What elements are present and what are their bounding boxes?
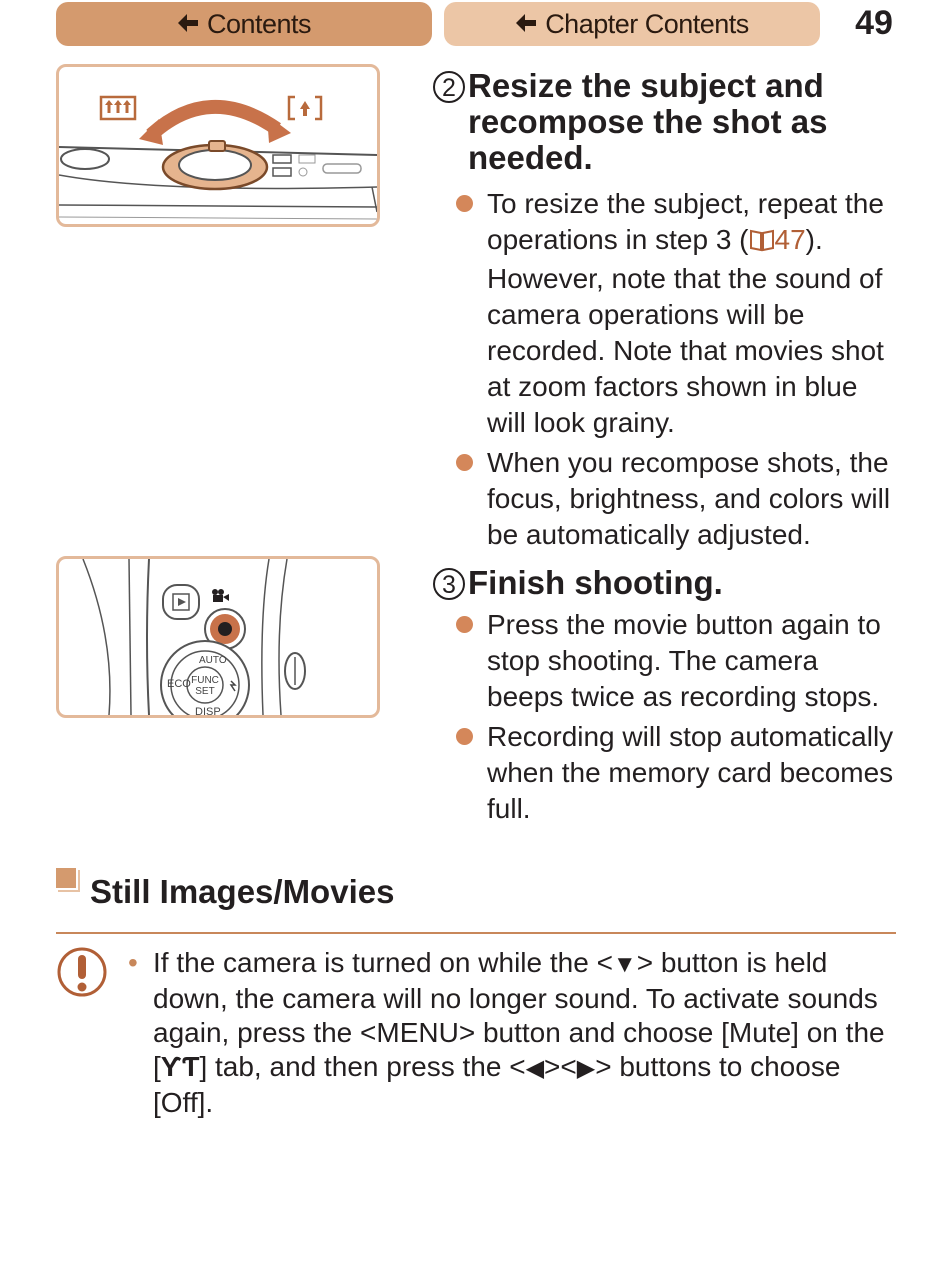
contents-label: Contents	[206, 8, 312, 39]
bullet-icon	[456, 195, 473, 212]
bullet-icon	[456, 454, 473, 471]
tools-tab-icon: ƳƬ	[160, 1051, 200, 1082]
step-number-icon	[432, 565, 468, 601]
list-item: Press the movie button again to stop shooting. The camera beeps twice as recording stops.	[432, 607, 902, 715]
caution-icon	[56, 946, 108, 998]
down-button-icon: ▼	[612, 951, 637, 978]
contents-button[interactable]	[56, 2, 432, 46]
list-item: To resize the subject, repeat the operations in step 3 ( 47). However, note that the sound of camera operations will be recorded. Note that movies shot at zoom factors shown in blue will look grainy.	[432, 186, 902, 441]
caution-text: • If the camera is turned on while the <▼> button is held down, the camera will no longer sound. To activate sounds again, press the <MENU> button and choose [Mute] on the [ƳƬ] tab, and then press the <◀><▶> buttons to choose [Off].	[128, 947, 885, 1118]
left-button-icon: ◀	[525, 1055, 545, 1082]
svg-text:FUNC: FUNC	[191, 675, 219, 686]
svg-text:ECO: ECO	[167, 678, 191, 690]
divider	[56, 932, 896, 934]
step-2-heading	[432, 68, 902, 176]
step-2-title: Resize the subject and recompose the shot as needed.	[468, 67, 828, 176]
section-marker-icon	[56, 868, 78, 890]
back-arrow-icon	[177, 9, 199, 40]
step-3-heading	[432, 565, 902, 601]
chapter-contents-label: Chapter Contents	[545, 8, 749, 39]
right-button-icon: ▶	[576, 1055, 596, 1082]
chapter-contents-button[interactable]	[444, 2, 820, 46]
section-title: Still Images/Movies	[90, 873, 395, 910]
section-heading	[56, 868, 394, 914]
page-reference-link[interactable]: 47	[749, 224, 806, 255]
page-number: 49	[855, 4, 893, 42]
svg-text:AUTO: AUTO	[199, 655, 227, 666]
step-2	[432, 68, 902, 553]
bullet-icon	[456, 616, 473, 633]
movie-button-illustration	[56, 556, 380, 718]
svg-text:3: 3	[442, 571, 456, 599]
list-item: Recording will stop automatically when the memory card becomes full.	[432, 719, 902, 827]
bullet-icon: •	[128, 947, 138, 978]
list-item: When you recompose shots, the focus, brightness, and colors will be automatically adjusted.	[432, 445, 902, 553]
step-3	[432, 565, 902, 827]
svg-text:SET: SET	[195, 686, 215, 697]
svg-text:DISP: DISP	[195, 706, 221, 715]
svg-text:2: 2	[442, 74, 456, 102]
zoom-lever-illustration	[56, 64, 380, 227]
book-icon	[749, 225, 775, 261]
menu-button-glyph: MENU	[376, 1017, 459, 1048]
bullet-icon	[456, 728, 473, 745]
step-number-icon	[432, 68, 468, 104]
step-3-title: Finish shooting.	[468, 564, 723, 601]
back-arrow-icon	[515, 9, 537, 40]
